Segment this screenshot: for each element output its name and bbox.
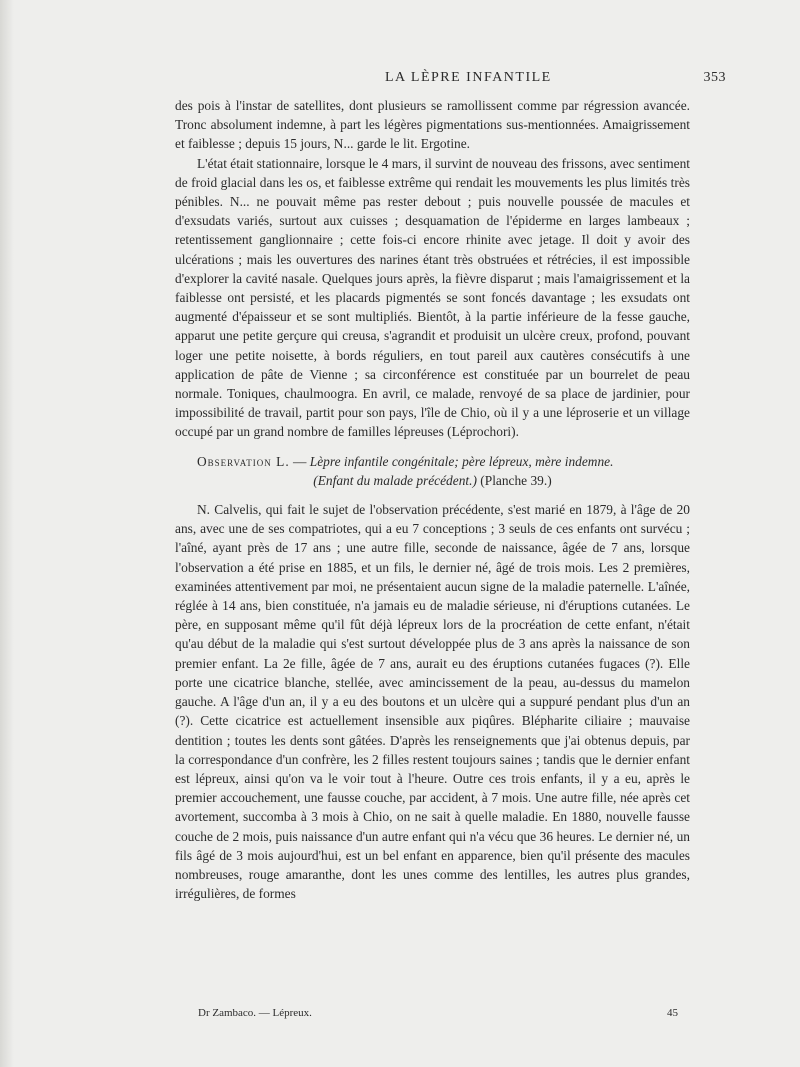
- body-text: [175, 96, 690, 903]
- page-spine-shadow: [0, 0, 14, 1067]
- observation-plate: (Planche 39.): [480, 472, 552, 488]
- footer-author: Dr Zambaco. — Lépreux.: [198, 1007, 312, 1019]
- paragraph-continued: des pois à l'instar de satellites, dont plusieurs se ramollissent comme par régression avancée. Tronc absolument indemne, à part les légères pigmentations sus-mentionnées. Amaigrissement et faiblesse ; depuis 15 jours, N... garde le lit. Ergotine.: [175, 98, 690, 152]
- observation-subtitle: (Enfant du malade précédent.): [313, 472, 477, 488]
- footer-signature-mark: 45: [667, 1007, 678, 1019]
- observation-label: Observation L.: [197, 453, 290, 469]
- observation-heading: Observation L. — Lèpre infantile congénitale; père lépreux, mère indemne.: [197, 453, 614, 469]
- page-number: 353: [703, 70, 726, 85]
- observation-subheading: [175, 471, 690, 490]
- running-title: LA LÈPRE INFANTILE: [385, 70, 552, 85]
- paragraph: N. Calvelis, qui fait le sujet de l'observation précédente, s'est marié en 1879, à l'âge de 20 ans, avec une de ses compatriotes, qui a eu 7 conceptions ; 3 seuls de ces enfants ont survécu ; l'aîné, ayant près de 17 ans ; une autre fille, seconde de naissance, âgée de 7 ans, lorsque l'observation a été prise en 1885, et un fils, le dernier né, âgé de trois mois. Les 2 premières, examinées attentivement par moi, ne présentaient aucun signe de la maladie paternelle. L'aînée, réglée à 14 ans, bien constituée, n'a jamais eu de maladie sérieuse, ni d'éruptions cutanées. Le père, en supposant même qu'il fût déjà lépreux lors de la procréation de cette enfant, n'était qu'au début de la maladie qui s'est surtout développée plus de 3 ans après la naissance de son premier enfant. La 2e fille, âgée de 7 ans, aurait eu des éruptions cutanées fugaces (?). Elle porte une cicatrice blanche, stellée, avec amincissement de la peau, au-dessus du mamelon gauche. A l'âge d'un an, il y a eu des boutons et un ulcère qui a suppuré pendant plus d'un an (?). Cette cicatrice est actuellement insensible aux piqûres. Blépharite ciliaire ; mauvaise dentition ; toutes les dents sont gâtées. D'après les renseignements que j'ai obtenus depuis, par la correspondance d'un confrère, les 2 filles restent toujours saines ; tandis que le dernier enfant est lépreux, ainsi qu'on va le voir tout à l'heure. Outre ces trois enfants, il y a eu, après le premier accouchement, une fausse couche, par accident, à 7 mois. Une autre fille, née après cet avortement, succomba à 3 mois à Chio, on ne sait à quelle maladie. En 1880, nouvelle fausse couche de 2 mois, puis naissance d'un autre enfant qui n'a vécu que 36 heures. Le dernier né, un fils âgé de 3 mois aujourd'hui, est un bel enfant en apparence, bien qu'il présente des macules nombreuses, rouge amaranthe, dont les unes comme des lentilles, les autres plus grandes, irrégulières, de formes: [175, 502, 690, 902]
- paragraph: L'état était stationnaire, lorsque le 4 mars, il survint de nouveau des frissons, avec sentiment de froid glacial dans les os, et faiblesse extrême qui rendait les mouvements les plus limités très pénibles. N... ne pouvait même pas rester debout ; puis nouvelle poussée de macules et d'exsudats variés, surtout aux cuisses ; desquamation de l'épiderme en larges lambeaux ; retentissement ganglionnaire ; cette fois-ci encore rhinite avec jetage. Il doit y avoir des ulcérations ; mais les ouvertures des narines étant très obstruées et rétrécies, il est impossible d'explorer la cavité nasale. Quelques jours après, la fièvre disparut ; mais l'amaigrissement et la faiblesse ont persisté, et les placards pigmentés se sont foncés davantage ; les exsudats ont augmenté d'épaisseur et se sont multipliés. Bientôt, à la partie inférieure de la fesse gauche, apparut une petite gerçure qui creusa, s'agrandit et produisit un ulcère creux, profond, pouvant loger une petite noisette, à bords réguliers, en tout pareil aux cautères consécutifs à une application de pâte de Vienne ; sa circonférence est constituée par un bourrelet de peau normale. Toniques, chaulmoogra. En avril, ce malade, renvoyé de sa place de jardinier, pour impossibilité de travail, partit pour son pays, l'île de Chio, où il y a une léproserie et un village occupé par un grand nombre de familles lépreuses (Léprochori).: [175, 155, 690, 440]
- observation-title: Lèpre infantile congénitale; père lépreux, mère indemne.: [309, 453, 614, 469]
